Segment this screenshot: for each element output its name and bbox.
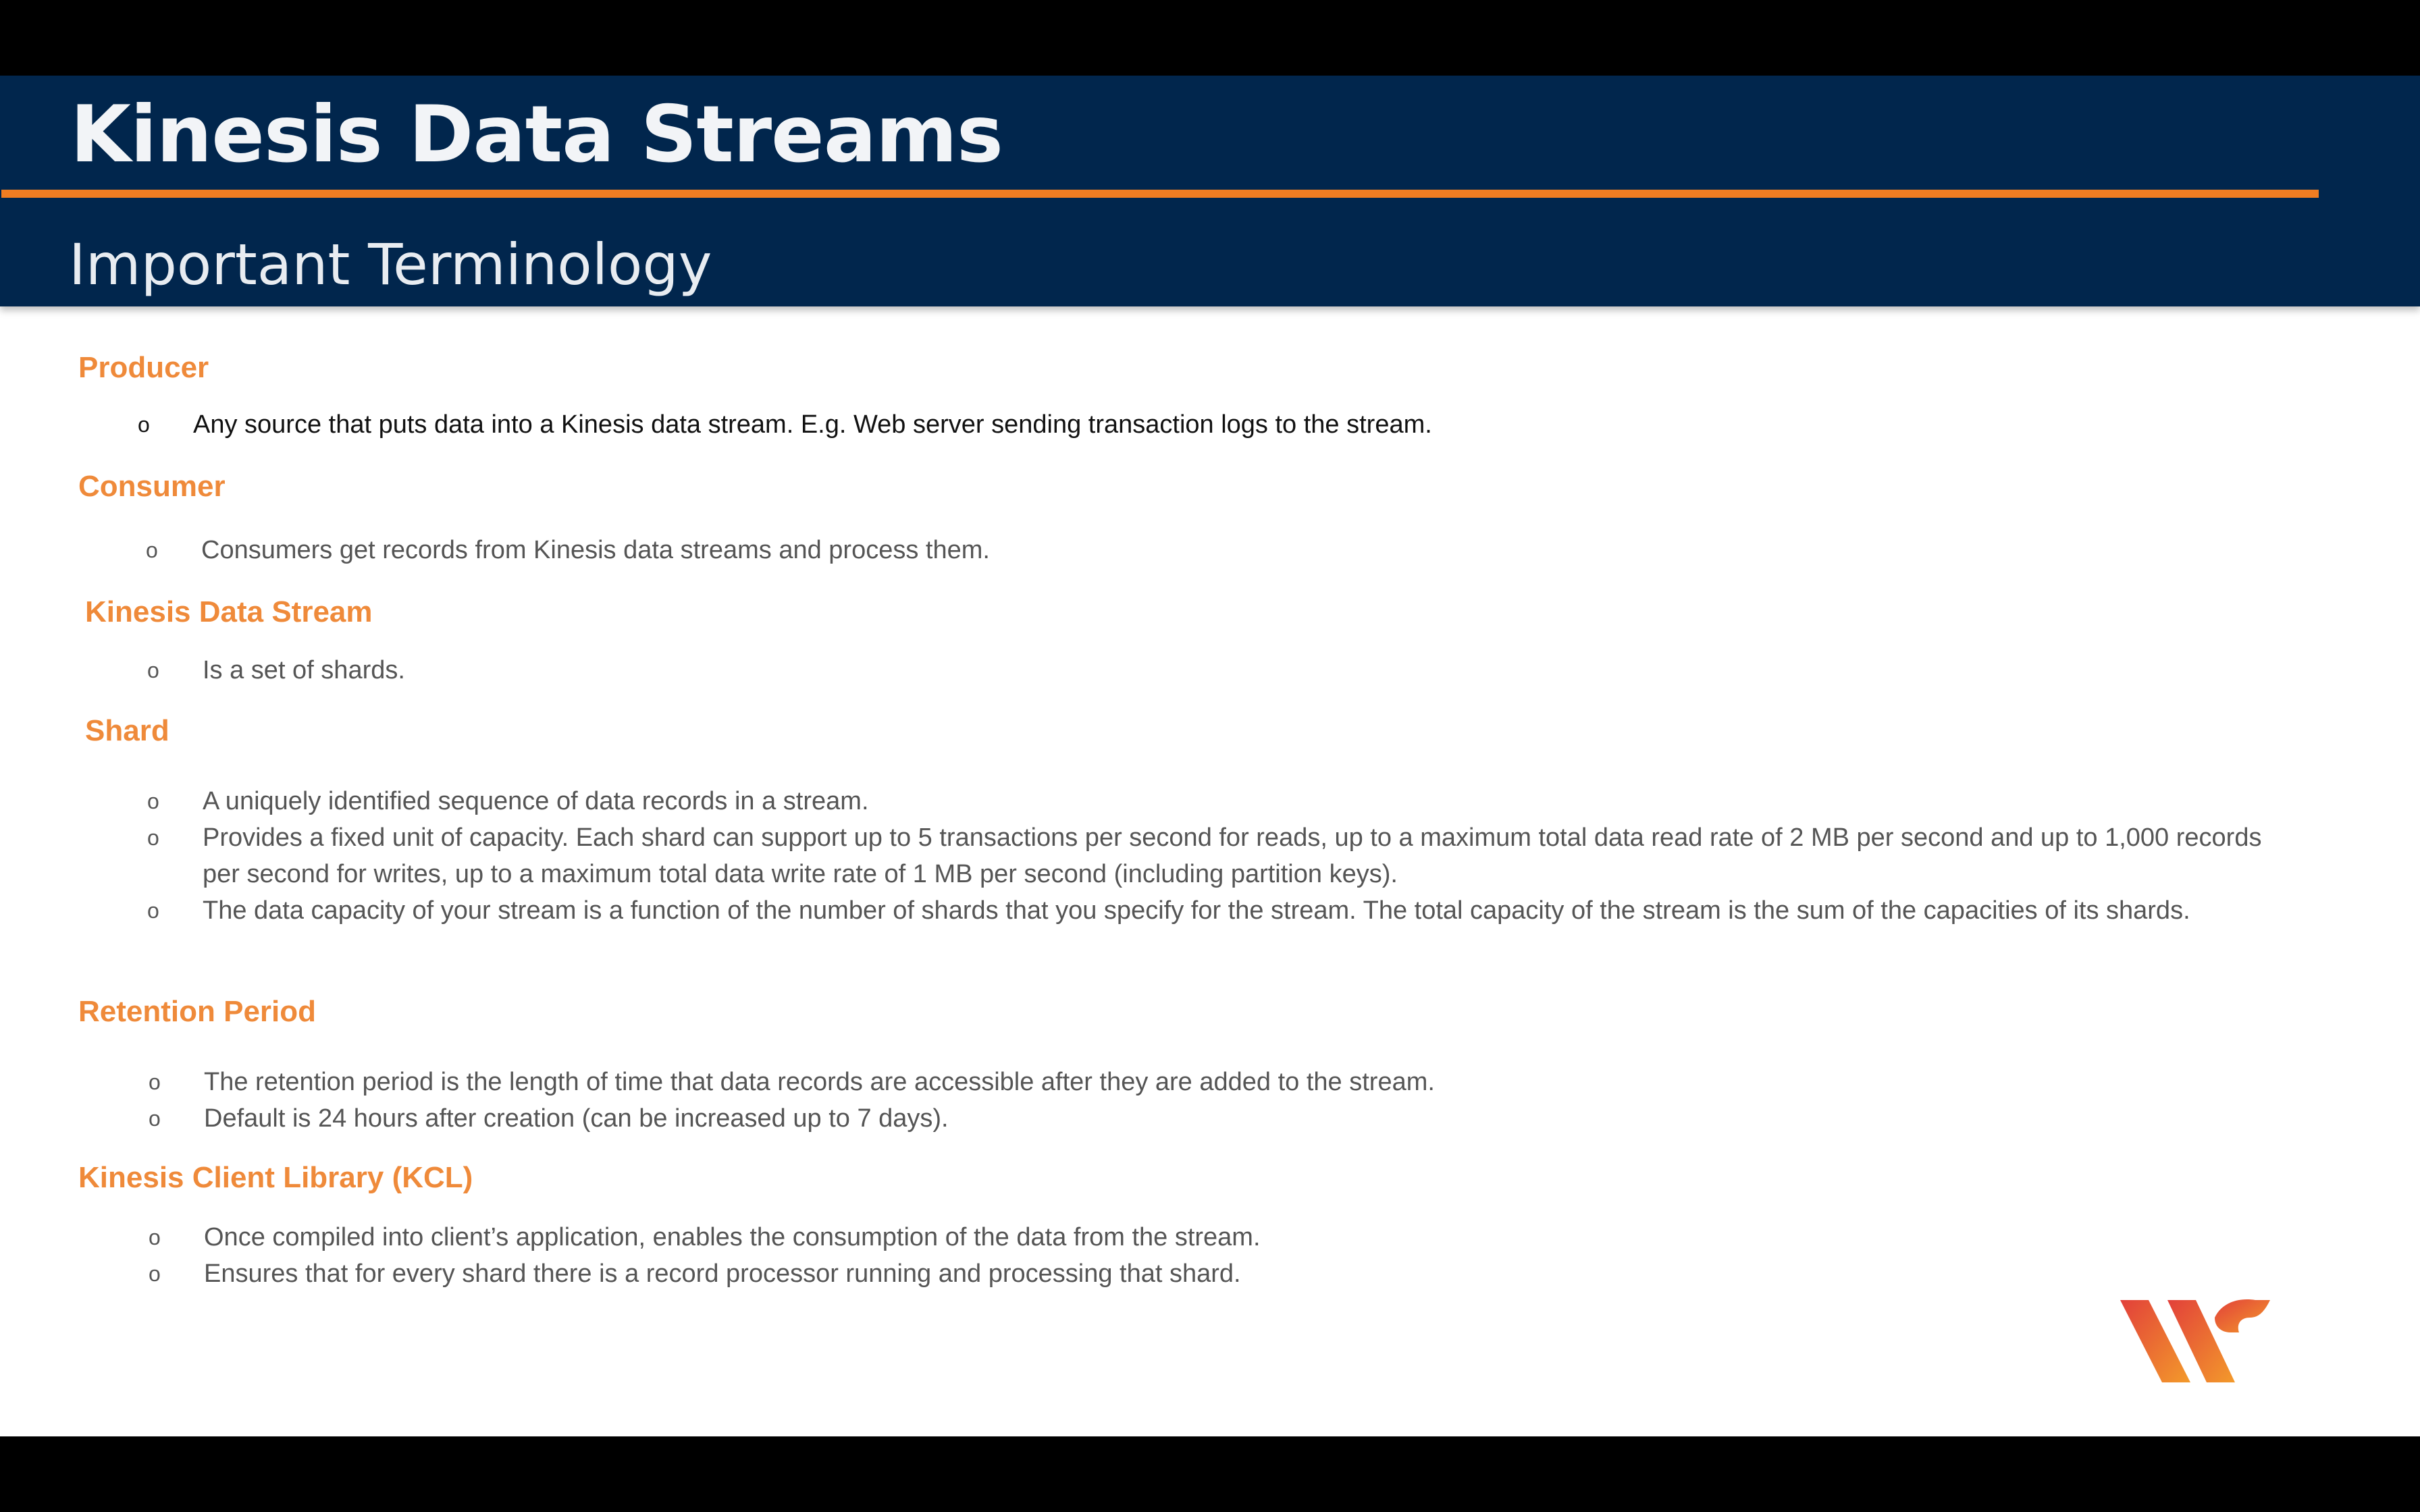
list-item <box>147 819 2308 892</box>
bullet-text: Any source that puts data into a Kinesis data stream. E.g. Web server sending transaction logs to the stream. <box>193 410 1432 439</box>
bullet-text: Consumers get records from Kinesis data streams and process them. <box>201 536 990 564</box>
list-item <box>147 892 2308 965</box>
bullet-circle-icon: o <box>146 538 158 562</box>
list-item <box>149 1219 2309 1256</box>
bullet-circle-icon: o <box>149 1225 161 1249</box>
brand-logo-icon <box>2120 1297 2273 1388</box>
bullet-text: Ensures that for every shard there is a record processor running and processing that shard. <box>204 1260 1241 1288</box>
bullet-circle-icon: o <box>147 789 159 813</box>
bullet-text: Once compiled into client’s application, enables the consumption of the data from the stream. <box>204 1223 1261 1251</box>
bullet-text: Default is 24 hours after creation (can be increased up to 7 days). <box>204 1104 949 1133</box>
bullet-circle-icon: o <box>147 898 159 923</box>
video-letterbox-bottom <box>0 1436 2420 1512</box>
list-item <box>147 652 2308 688</box>
list-item <box>149 1256 2309 1292</box>
bullet-text: The retention period is the length of time that data records are accessible after they are added to the stream. <box>204 1068 1435 1096</box>
list-item <box>147 783 2308 819</box>
section-heading-kinesis-data-stream: Kinesis Data Stream <box>85 595 373 628</box>
slide-title: Kinesis Data Streams <box>70 89 1003 180</box>
video-letterbox-top <box>0 0 2420 76</box>
bullet-circle-icon: o <box>147 826 159 850</box>
section-heading-producer: Producer <box>78 351 209 384</box>
list-item <box>146 532 2307 568</box>
bullet-text: A uniquely identified sequence of data records in a stream. <box>203 787 869 815</box>
section-heading-kcl: Kinesis Client Library (KCL) <box>78 1161 473 1194</box>
list-item <box>138 406 2298 443</box>
bullet-circle-icon: o <box>149 1070 161 1094</box>
bullet-text: The data capacity of your stream is a function of the number of shards that you specify for the stream. The total capacity of the stream is the sum of the capacities of its shards. <box>203 896 2190 925</box>
slide-header <box>0 76 2420 306</box>
bullet-circle-icon: o <box>138 412 150 437</box>
list-item <box>149 1100 2309 1137</box>
bullet-circle-icon: o <box>149 1106 161 1131</box>
bullet-circle-icon: o <box>147 658 159 682</box>
slide-subtitle: Important Terminology <box>69 232 712 298</box>
list-item <box>149 1064 2309 1100</box>
section-heading-consumer: Consumer <box>78 470 226 503</box>
bullet-text: Is a set of shards. <box>203 656 405 684</box>
bullet-circle-icon: o <box>149 1262 161 1286</box>
section-heading-retention-period: Retention Period <box>78 995 317 1028</box>
slide <box>0 76 2420 1436</box>
bullet-text: Provides a fixed unit of capacity. Each shard can support up to 5 transactions per second for reads, up to a maximum total data read rate of 2 MB per second and up to 1,000 records per second for writes, up to a maximum total data write rate of 1 MB per second (including partition keys). <box>203 824 2262 888</box>
accent-divider <box>1 190 2319 198</box>
section-heading-shard: Shard <box>85 714 169 747</box>
